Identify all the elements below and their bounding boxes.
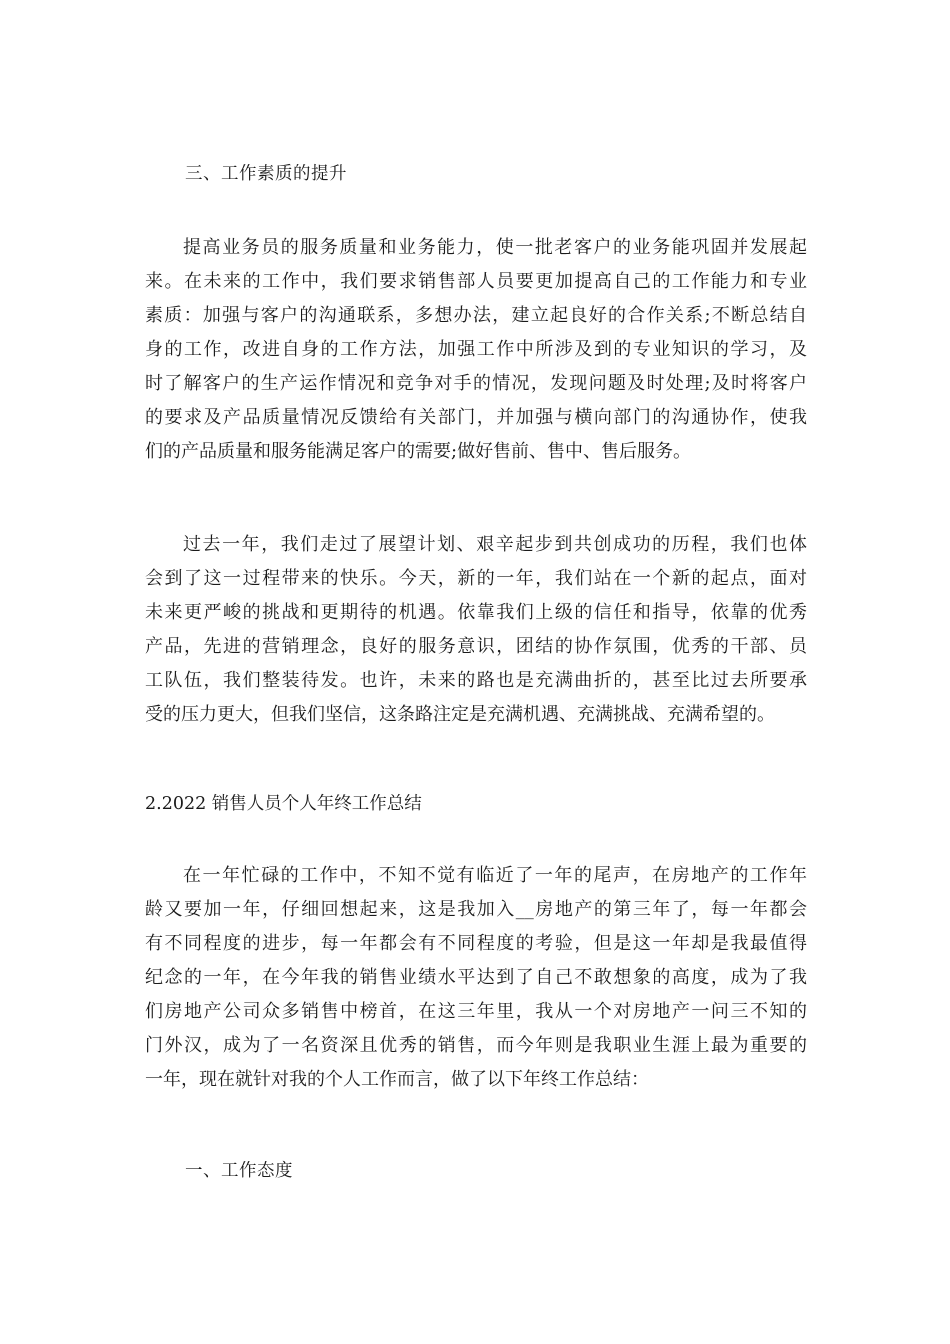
text-line: 未来更严峻的挑战和更期待的机遇。依靠我们上级的信任和指导，依靠的优秀 (145, 602, 807, 623)
heading-work-quality: 三、工作素质的提升 (185, 164, 347, 184)
text-line: 身的工作，改进自身的工作方法，加强工作中所涉及到的专业知识的学习，及 (145, 339, 807, 360)
text-line: 受的压力更大，但我们坚信，这条路注定是充满机遇、充满挑战、充满希望的。 (145, 704, 775, 725)
text-line: 一年，现在就针对我的个人工作而言，做了以下年终工作总结： (145, 1069, 649, 1090)
text-line: 过去一年，我们走过了展望计划、艰辛起步到共创成功的历程，我们也体 (183, 534, 807, 555)
text-line: 工队伍，我们整装待发。也许，未来的路也是充满曲折的，甚至比过去所要承 (145, 670, 807, 691)
text-line: 龄又要加一年，仔细回想起来，这是我加入__房地产的第三年了，每一年都会 (145, 899, 807, 920)
text-line: 们的产品质量和服务能满足客户的需要;做好售前、售中、售后服务。 (145, 441, 692, 462)
text-line: 产品，先进的营销理念，良好的服务意识，团结的协作氛围，优秀的干部、员 (145, 636, 807, 657)
paragraph-improve-service (145, 231, 807, 469)
text-line: 门外汉，成为了一名资深且优秀的销售，而今年则是我职业生涯上最为重要的 (145, 1035, 807, 1056)
text-line: 们房地产公司众多销售中榜首，在这三年里，我从一个对房地产一问三不知的 (145, 1001, 807, 1022)
text-line: 的要求及产品质量情况反馈给有关部门，并加强与横向部门的沟通协作，使我 (145, 407, 807, 428)
text-line: 有不同程度的进步，每一年都会有不同程度的考验，但是这一年却是我最值得 (145, 933, 807, 954)
text-line: 素质：加强与客户的沟通联系，多想办法，建立起良好的合作关系;不断总结自 (145, 305, 807, 326)
text-line: 会到了这一过程带来的快乐。今天，新的一年，我们站在一个新的起点，面对 (145, 568, 807, 589)
text-line: 时了解客户的生产运作情况和竞争对手的情况，发现问题及时处理;及时将客户 (145, 373, 807, 394)
text-line: 纪念的一年，在今年我的销售业绩水平达到了自己不敢想象的高度，成为了我 (145, 967, 807, 988)
paragraph-busy-year (145, 859, 807, 1097)
heading-work-attitude: 一、工作态度 (185, 1161, 293, 1181)
section-title: 2.2022 销售人员个人年终工作总结 (145, 794, 422, 814)
text-line: 来。在未来的工作中，我们要求销售部人员要更加提高自己的工作能力和专业 (145, 271, 807, 292)
paragraph-past-year (145, 528, 807, 732)
text-line: 提高业务员的服务质量和业务能力，使一批老客户的业务能巩固并发展起 (183, 237, 807, 258)
text-line: 在一年忙碌的工作中，不知不觉有临近了一年的尾声，在房地产的工作年 (183, 865, 807, 886)
